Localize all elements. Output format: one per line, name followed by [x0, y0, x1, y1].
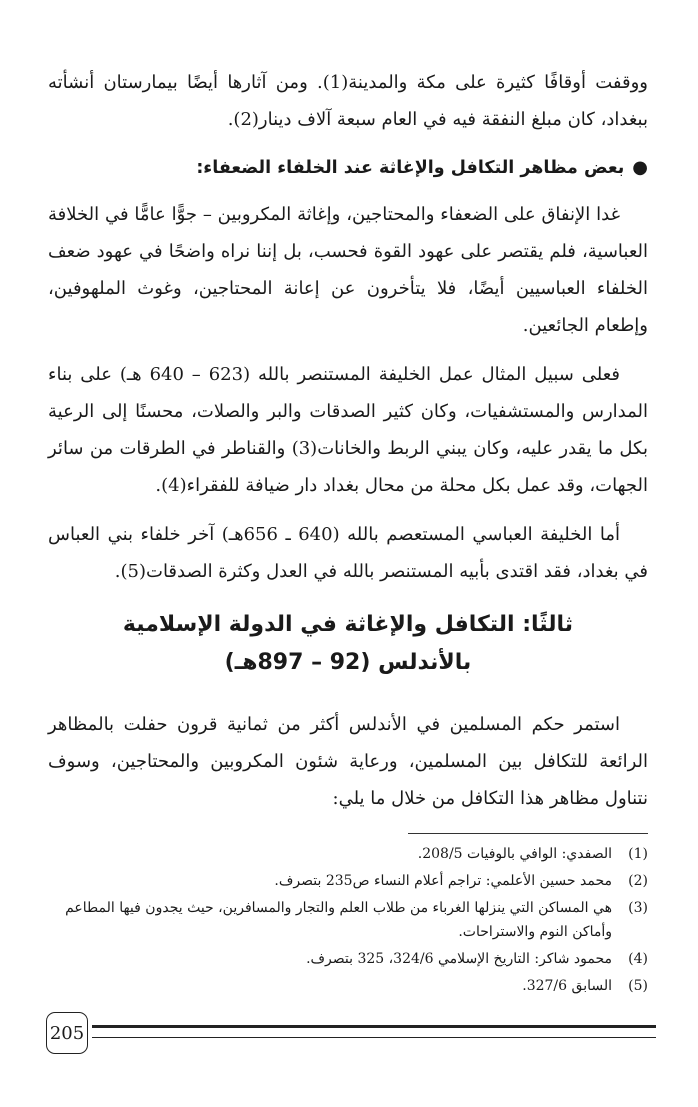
bullet-heading: [48, 150, 648, 186]
footnote-number: (5): [628, 978, 648, 994]
footnote-text: محمود شاكر: التاريخ الإسلامي 324/6، 325 بتصرف.: [306, 951, 612, 967]
paragraph-4: أما الخليفة العباسي المستعصم بالله (640 ـ 656هـ) آخر خلفاء بني العباس في بغداد، فقد اقتدى بأبيه المستنصر بالله في العدل وكثرة الصدقات(5).: [48, 524, 648, 582]
footnote-text: الصفدي: الوافي بالوفيات 208/5.: [417, 846, 612, 862]
footer-rule: [92, 1025, 656, 1038]
footnote-text: محمد حسين الأعلمي: تراجم أعلام النساء ص235 بتصرف.: [274, 873, 612, 889]
footnote-number: (2): [628, 873, 648, 889]
footnote-text: هي المساكن التي ينزلها الغرباء من طلاب العلم والتجار والمسافرين، حيث يجدون فيها المطاعم وأماكن النوم والاستراحات.: [65, 900, 612, 940]
footnote-text: السابق 327/6.: [522, 978, 612, 994]
footnote-number: (3): [628, 900, 648, 916]
paragraph-3: فعلى سبيل المثال عمل الخليفة المستنصر بالله (623 – 640 هـ) على بناء المدارس والمستشفيات، وكان كثير الصدقات والبر والصلات، محسنًا إلى الرعية بكل ما يقدر عليه، وكان يبني الربط والخانات(3) والقناطر في الطرقات من سائر الجهات، وقد عمل بكل محلة من محال بغداد دار ضيافة للفقراء(4).: [48, 364, 649, 496]
footnote-separator: [408, 833, 648, 834]
bullet-icon: ●: [632, 157, 648, 178]
footnote-item: [48, 869, 648, 893]
footnote-item: [48, 974, 648, 998]
footnote-item: [48, 947, 648, 971]
section-title-line-2: بالأندلس (92 – 897هـ): [224, 650, 472, 675]
paragraph-1: ووقفت أوقافًا كثيرة على مكة والمدينة(1). ومن آثارها أيضًا بيمارستان أنشأته ببغداد، كان مبلغ النفقة فيه في العام سبعة آلاف دينار(2).: [48, 72, 648, 130]
page-body: [48, 64, 648, 1001]
page-footer: [46, 1012, 656, 1056]
section-title-line-1: ثالثًا: التكافل والإغاثة في الدولة الإسلامية: [122, 612, 574, 637]
footnotes: [48, 842, 648, 998]
section-title: [48, 606, 648, 682]
page-number: 205: [46, 1012, 88, 1054]
paragraph-2: غدا الإنفاق على الضعفاء والمحتاجين، وإغاثة المكروبين – جوًّا عامًّا في الخلافة العباسية، فلم يقتصر على عهود القوة فحسب، بل إننا نراه واضحًا في عهود ضعف الخلفاء العباسيين أيضًا، فلا يتأخرون عن إعانة المحتاجين، وغوث الملهوفين، وإطعام الجائعين.: [48, 204, 648, 336]
footnote-item: [48, 842, 648, 866]
footnote-number: (4): [628, 951, 648, 967]
footnote-item: [48, 896, 648, 944]
footnote-number: (1): [628, 846, 648, 862]
paragraph-5: استمر حكم المسلمين في الأندلس أكثر من ثمانية قرون حفلت بالمظاهر الرائعة للتكافل بين المسلمين، ورعاية شئون المكروبين والمحتاجين، وسوف نتناول مظاهر هذا التكافل من خلال ما يلي:: [48, 714, 648, 809]
bullet-heading-text: بعض مظاهر التكافل والإغاثة عند الخلفاء الضعفاء:: [196, 158, 625, 178]
